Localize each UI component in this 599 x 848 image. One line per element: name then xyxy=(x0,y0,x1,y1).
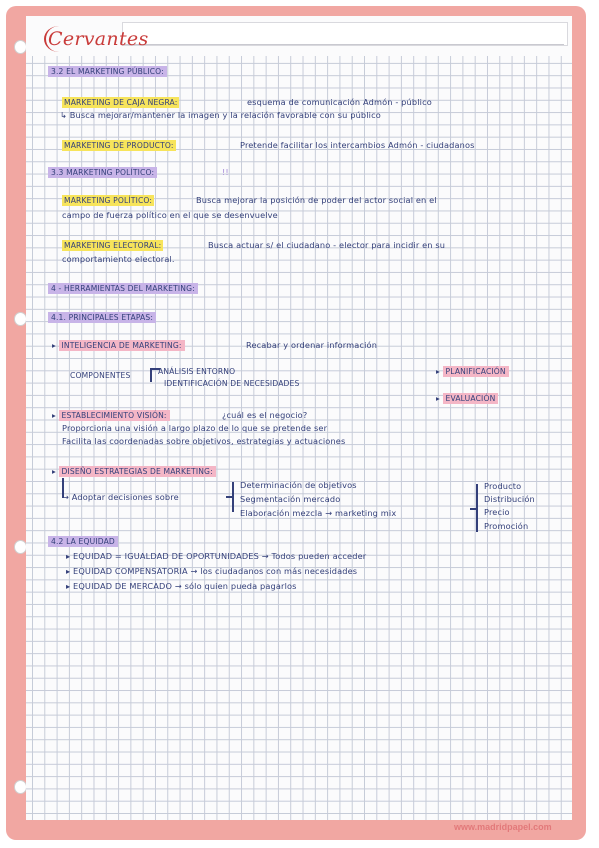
caja-negra-definition: esquema de comunicación Admón - público xyxy=(247,97,432,107)
caja-negra-term: MARKETING DE CAJA NEGRA: xyxy=(64,98,178,107)
equidad-1: ▸ EQUIDAD = IGUALDAD DE OPORTUNIDADES → Todos pueden acceder xyxy=(66,551,367,561)
bracket-line xyxy=(476,484,478,532)
equidad-2: ▸ EQUIDAD COMPENSATORIA → los ciudadanos con más necesidades xyxy=(66,566,358,576)
identificacion-necesidades: IDENTIFICACIÓN DE NECESIDADES xyxy=(164,379,300,388)
componentes-label: COMPONENTES xyxy=(70,371,131,380)
electoral-definition: Busca actuar s/ el ciudadano - elector para incidir en su xyxy=(208,240,446,250)
brand-logo xyxy=(44,24,149,52)
vision-definition: Proporciona una visión a largo plazo de lo que se pretende ser xyxy=(62,423,328,433)
mix-distribucion: Distribución xyxy=(484,494,535,504)
planificacion-label: PLANIFICACIÓN xyxy=(443,366,509,377)
politico-definition-2: campo de fuerza político en el que se desenvuelve xyxy=(62,210,278,220)
caja-negra-note: ↳ Busca mejorar/mantener la imagen y la relación favorable con su público xyxy=(60,110,381,120)
electoral-term: MARKETING ELECTORAL: xyxy=(64,241,162,250)
vision-term: ESTABLECIMIENTO VISIÓN: xyxy=(59,410,170,421)
politico-definition: Busca mejorar la posición de poder del actor social en el xyxy=(196,195,437,205)
section-4-title: 4 - HERRAMIENTAS DEL MARKETING: xyxy=(48,283,198,294)
mix-promocion: Promoción xyxy=(484,521,529,531)
determinacion-objetivos: Determinación de objetivos xyxy=(240,480,357,490)
header-band xyxy=(26,16,572,56)
decisiones-label: → Adoptar decisiones sobre xyxy=(62,492,179,502)
section-4-2-title: 4.2 LA EQUIDAD xyxy=(48,536,118,547)
elaboracion-mezcla: Elaboración mezcla → marketing mix xyxy=(240,508,397,518)
politico-term: MARKETING POLÍTICO: xyxy=(64,196,153,205)
producto-term: MARKETING DE PRODUCTO: xyxy=(64,141,174,150)
inteligencia-definition: Recabar y ordenar información xyxy=(246,340,378,350)
bracket-line xyxy=(226,496,232,498)
electoral-definition-2: comportamiento electoral. xyxy=(62,254,175,264)
equidad-3: ▸ EQUIDAD DE MERCADO → sólo quien pueda pagarlos xyxy=(66,581,297,591)
logo-text: Cervantes xyxy=(48,28,149,50)
mix-producto: Producto xyxy=(484,481,522,491)
header-box xyxy=(122,22,568,46)
footer-url: www.madridpapel.com xyxy=(454,822,552,832)
bracket-line xyxy=(232,482,234,512)
section-3-3-mark: !! xyxy=(222,167,229,177)
inteligencia-term: INTELIGENCIA DE MARKETING: xyxy=(59,340,185,351)
header-line xyxy=(124,44,564,45)
section-3-3-title: 3.3 MARKETING POLÍTICO: xyxy=(48,167,157,178)
analisis-entorno: ANÁLISIS ENTORNO xyxy=(158,367,236,376)
vision-question: ¿cuál es el negocio? xyxy=(222,410,308,420)
mix-precio: Precio xyxy=(484,507,510,517)
section-4-1-title: 4.1. PRINCIPALES ETAPAS: xyxy=(48,312,156,323)
producto-definition: Pretende facilitar los intercambios Admón - ciudadanos xyxy=(240,140,475,150)
bracket-line xyxy=(150,368,152,382)
section-3-2-title: 3.2 EL MARKETING PÚBLICO: xyxy=(48,66,167,77)
segmentacion-mercado: Segmentación mercado xyxy=(240,494,341,504)
vision-definition-2: Facilita las coordenadas sobre objetivos, estrategias y actuaciones xyxy=(62,436,346,446)
evaluacion-label: EVALUACIÓN xyxy=(443,393,499,404)
notebook-page: Cervantes 3.2 EL MARKETING PÚBLICO: MARKETING DE CAJA NEGRA: esquema de comunicación Admón - público ↳ Busca mejorar/mantener la imagen y la relación favorable con su público MARKETING DE PRODUCTO: Pretende facilitar los intercambios Admón - ciudadanos 3.3 MARKETING POLÍTICO: !! MARKETING POLÍTICO: Busca mejorar la posición de poder del actor social en el campo de fuerza político en el que se desenvuelve MARKETING ELECTORAL: Busca actuar s/ el ciudadano - elector para incidir en su comportamiento electoral. 4 - HERRAMIENTAS DEL MARKETING: 4.1. PRINCIPALES ETAPAS: ▸ INTELIGENCIA DE MARKETING: Recabar y ordenar información COMPONENTES ANÁLISIS ENTORNO IDENTIFICACIÓN DE NECESIDADES ▸ PLANIFICACIÓN ▸ EVALUACIÓN ▸ ESTABLECIMIENTO VISIÓN: ¿cuál es el negocio? Proporciona una visión a largo plazo de lo que se pretende ser Facilita las coordenadas sobre objetivos, estrategias y actuaciones ▸ DISEÑO ESTRATEGIAS DE MARKETING: → Adoptar decisiones sobre Determinación de objetivos Segmentación mercado Elaboración mezcla → marketing mix Producto Distribución Precio Promoción 4.2 LA EQUIDAD ▸ EQUIDAD = IGUALDAD DE OPORTUNIDADES → Todos pueden acceder ▸ EQUIDAD COMPENSATORIA → los ciudadanos con más necesidades ▸ EQUIDAD DE MERCADO → sólo quien pueda pagarlos www.madridpapel.com xyxy=(0,0,599,848)
bracket-line xyxy=(470,508,476,510)
diseno-term: DISEÑO ESTRATEGIAS DE MARKETING: xyxy=(59,466,216,477)
